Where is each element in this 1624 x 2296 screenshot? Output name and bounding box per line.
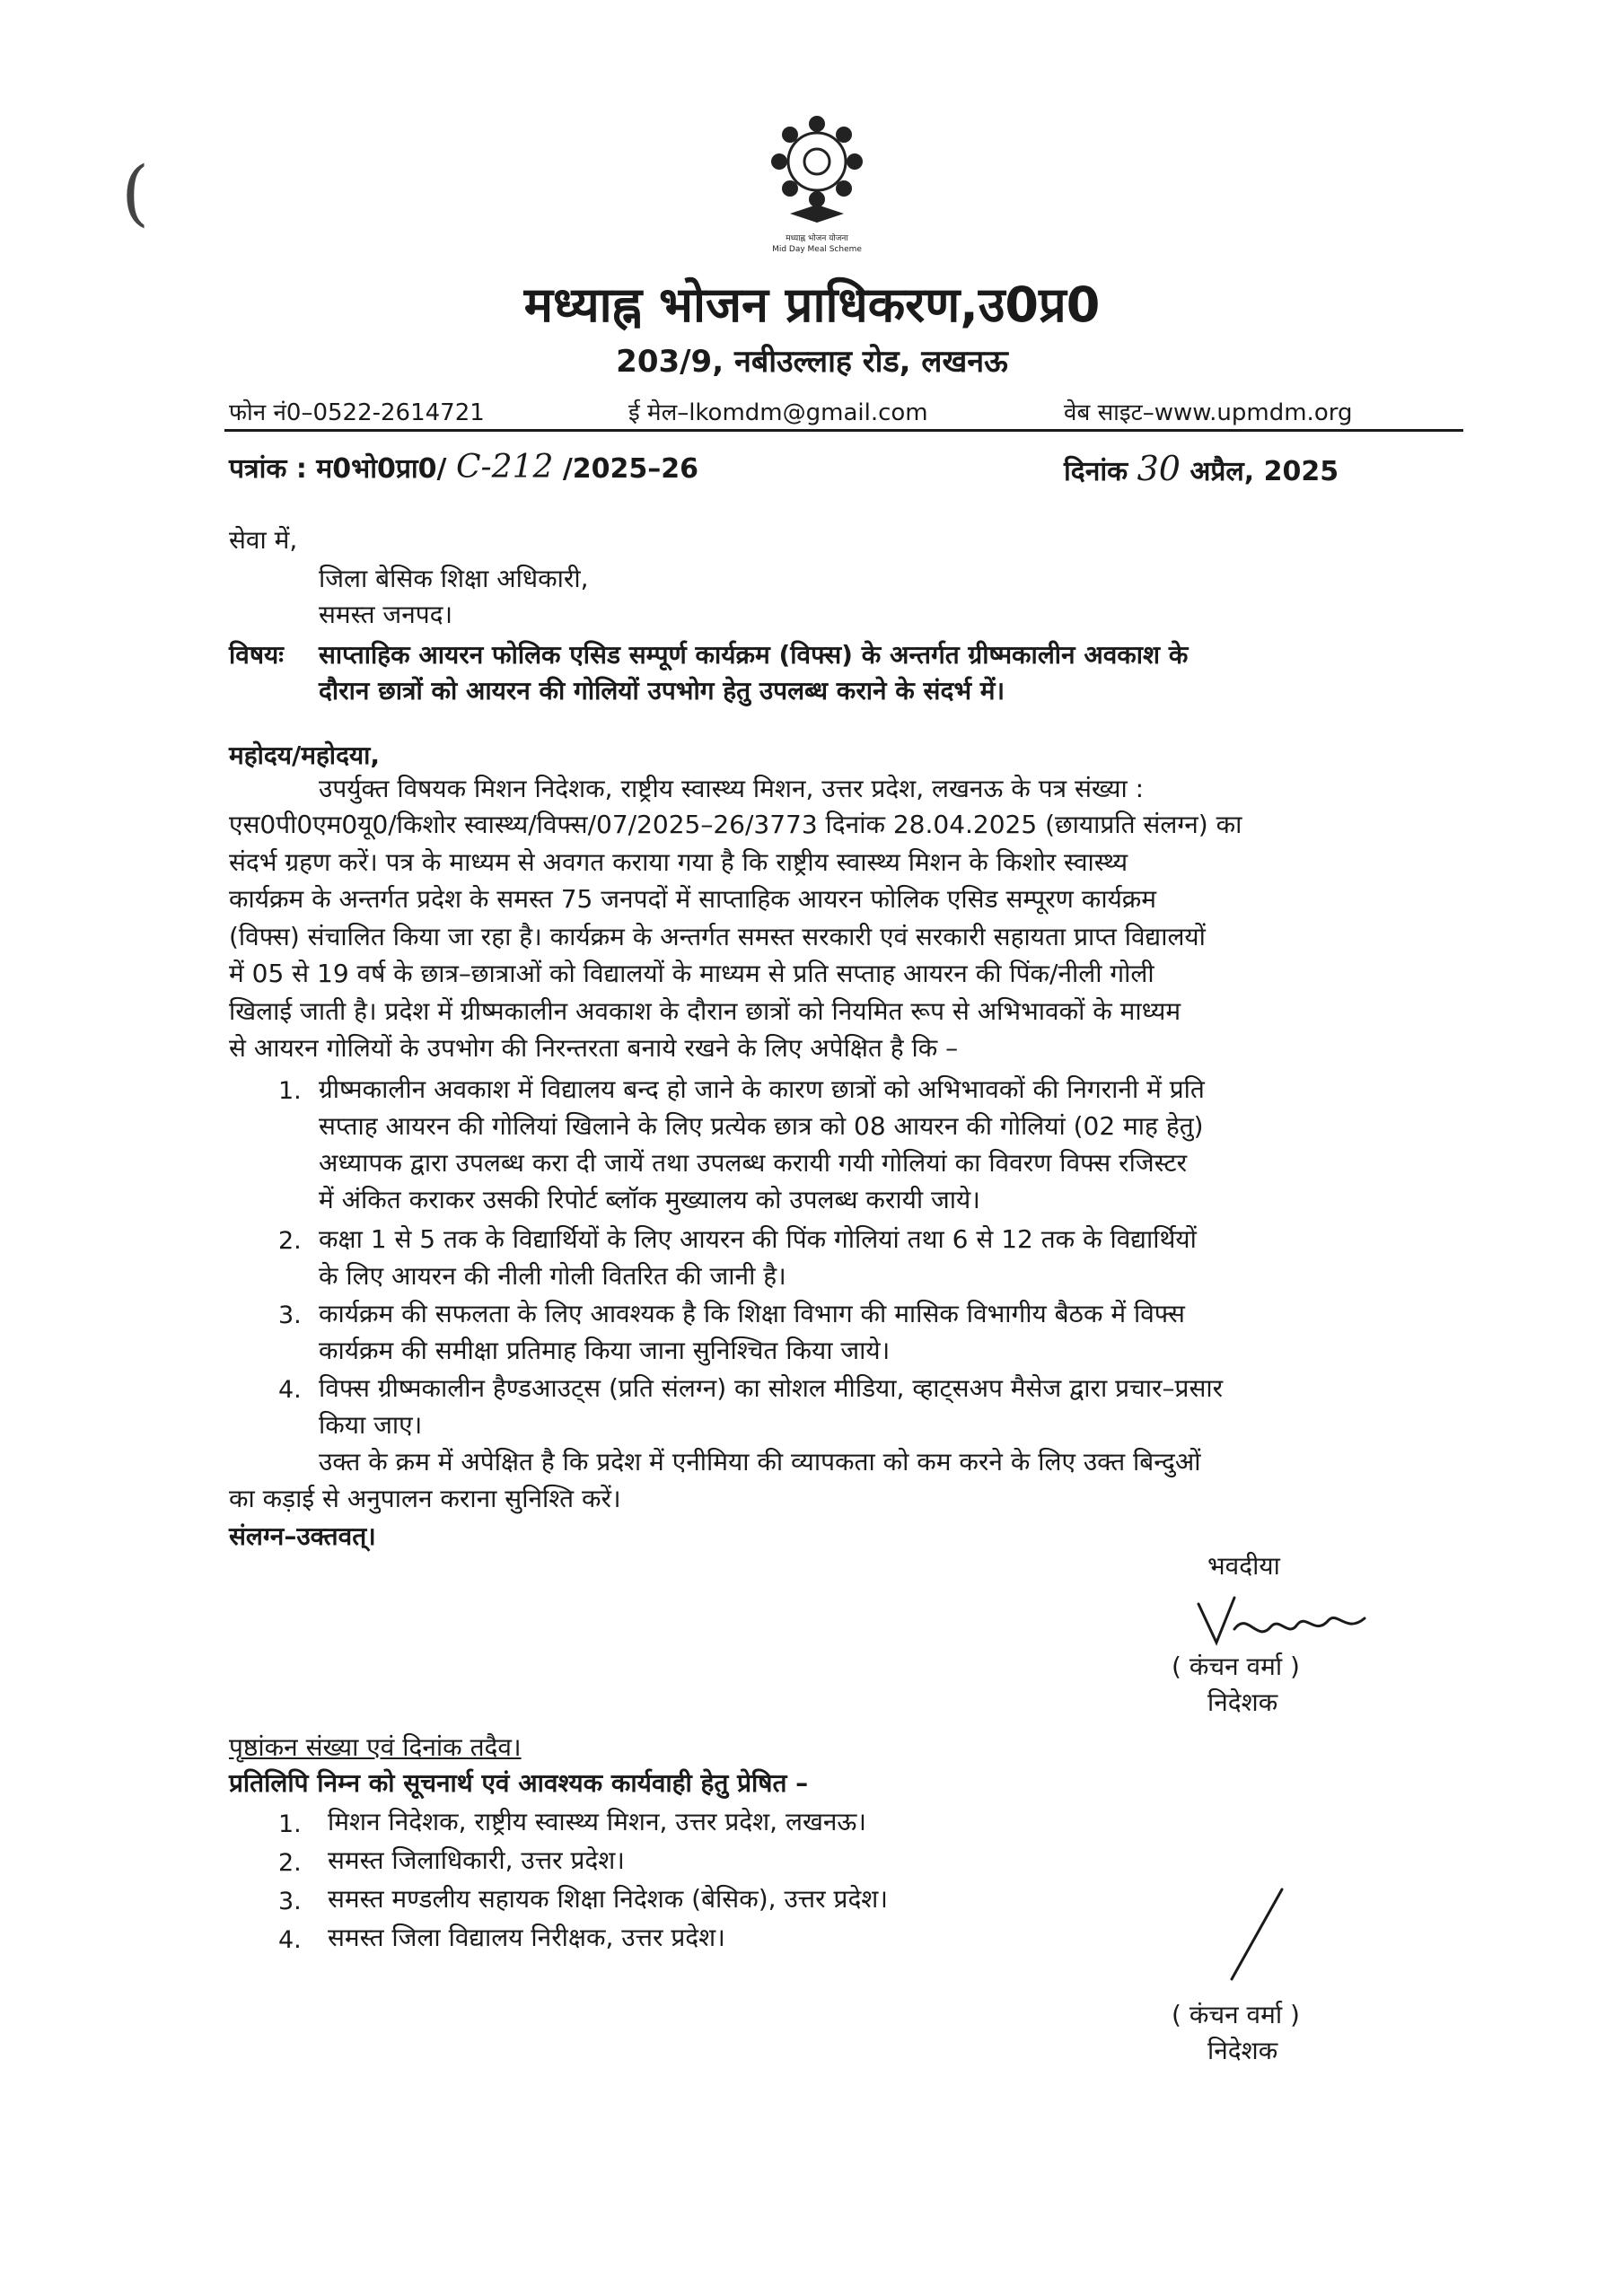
copy-number: 3. [278,1888,302,1915]
point-1-line: ग्रीष्मकालीन अवकाश में विद्यालय बन्द हो जाने के कारण छात्रों को अभिभावकों की निगरानी में प्रति [319,1074,1205,1104]
point-number: 3. [278,1301,302,1329]
email-address: ई मेल–lkomdm@gmail.com [628,399,928,426]
para1-line: खिलाई जाती है। प्रदेश में ग्रीष्मकालीन अवकाश के दौरान छात्रों को नियमित रूप से अभिभावकों के माध्यम [229,996,1181,1026]
date-suffix: अप्रैल, 2025 [1189,456,1339,487]
logo-caption-hindi: मध्याह्न भोजन योजना [786,234,848,243]
signatory-name-copy: ( कंचन वर्मा ) [1172,2000,1300,2029]
endorsement-heading: पृष्ठांकन संख्या एवं दिनांक तदैव। [229,1732,522,1762]
para1-line: एस0पी0एम0यू0/किशोर स्वास्थ्य/विफ्स/07/2025–26/3773 दिनांक 28.04.2025 (छायाप्रति संलग्न) का [229,810,1242,839]
para2-line: का कड़ाई से अनुपालन कराना सुनिश्ति करें। [229,1484,621,1513]
margin-mark: ( [121,151,150,234]
header-divider [224,429,1463,432]
copy-number: 1. [278,1810,302,1838]
copy-recipient: समस्त मण्डलीय सहायक शिक्षा निदेशक (बेसिक), उत्तर प्रदेश। [328,1884,888,1914]
para1-line: (विफ्स) संचालित किया जा रहा है। कार्यक्रम के अन्तर्गत समस्त सरकारी एवं सरकारी सहायता प्राप्त विद्यालयों [229,922,1206,951]
para1-line: में 05 से 19 वर्ष के छात्र–छात्राओं को विद्यालयों के माध्यम से प्रति सप्ताह आयरन की पिंक/नीली गोली [229,959,1154,988]
seva-mein: सेवा में, [229,525,298,555]
recipient-district: समस्त जनपद। [319,600,453,629]
copy-number: 2. [278,1849,302,1877]
signatory-name: ( कंचन वर्मा ) [1172,1652,1300,1681]
initial-stroke [1221,1885,1293,1984]
para2-line: उक्त के क्रम में अपेक्षित है कि प्रदेश में एनीमिया की व्यापकता को कम करने के लिए उक्त बिन्दुओं [319,1447,1201,1477]
endorsement-subheading: प्रतिलिपि निम्न को सूचनार्थ एवं आवश्यक कार्यवाही हेतु प्रेषित – [229,1768,809,1798]
para1-line: कार्यक्रम के अन्तर्गत प्रदेश के समस्त 75 जनपदों में साप्ताहिक आयरन फोलिक एसिड सम्पूरण कार्यक्रम [229,884,1157,914]
subject-label: विषयः [229,640,284,670]
point-4-line: किया जाए। [319,1410,423,1440]
letter-number [229,449,698,486]
point-3-line: कार्यक्रम की सफलता के लिए आवश्यक है कि शिक्षा विभाग की मासिक विभागीय बैठक में विफ्स [319,1299,1185,1328]
signatory-designation-copy: निदेशक [1207,2036,1278,2065]
point-3-line: कार्यक्रम की समीक्षा प्रतिमाह किया जाना सुनिश्चित किया जाये। [319,1336,891,1365]
point-1-line: सप्ताह आयरन की गोलियां खिलाने के लिए प्रत्येक छात्र को 08 आयरन की गोलियां (02 माह हेतु) [319,1111,1204,1141]
date-day-handwritten: 30 [1137,449,1181,488]
signatory-designation: निदेशक [1207,1687,1278,1717]
point-number: 4. [278,1376,302,1404]
point-1-line: में अंकित कराकर उसकी रिपोर्ट ब्लॉक मुख्यालय को उपलब्ध करायी जाये। [319,1185,980,1214]
authority-title: मध्याह्न भोजन प्राधिकरण,उ0प्र0 [523,276,1101,333]
website: वेब साइट–www.upmdm.org [1064,399,1353,426]
point-2-line: के लिए आयरन की नीली गोली वितरित की जानी है। [319,1261,786,1291]
salutation: महोदय/महोदया, [229,741,381,770]
letter-number-handwritten: C-212 [455,449,554,486]
point-1-line: अध्यापक द्वारा उपलब्ध करा दी जायें तथा उपलब्ध करायी गयी गोलियां का विवरण विफ्स रजिस्टर [319,1148,1188,1178]
letter-number-prefix: पत्रांक : म0भो0प्रा0/ [229,453,447,485]
point-2-line: कक्षा 1 से 5 तक के विद्यार्थियों के लिए आयरन की पिंक गोलियां तथा 6 से 12 तक के विद्यार्थियों [319,1224,1197,1254]
para1-line: से आयरन गोलियों के उपभोग की निरन्तरता बनाये रखने के लिए अपेक्षित है कि – [229,1033,959,1063]
authority-address: 203/9, नबीउल्लाह रोड, लखनऊ [616,344,1008,380]
subject-line-1: साप्ताहिक आयरन फोलिक एसिड सम्पूर्ण कार्यक्रम (विफ्स) के अन्तर्गत ग्रीष्मकालीन अवकाश के [319,640,1189,670]
date-prefix: दिनांक [1064,456,1128,487]
closing-bhavdiya: भवदीया [1207,1551,1280,1581]
letter-date [1064,449,1339,488]
logo-caption-english: Mid Day Meal Scheme [772,245,862,254]
copy-recipient: समस्त जिला विद्यालय निरीक्षक, उत्तर प्रदेश। [328,1923,725,1952]
copy-recipient: समस्त जिलाधिकारी, उत्तर प्रदेश। [328,1845,625,1875]
subject-line-2: दौरान छात्रों को आयरन की गोलियों उपभोग हेतु उपलब्ध कराने के संदर्भ में। [319,676,1005,705]
point-number: 2. [278,1227,302,1255]
enclosure-note: संलग्न–उक्तवत्। [229,1521,376,1551]
phone-number: फोन नं0–0522-2614721 [229,399,485,426]
mid-day-meal-logo [754,108,880,260]
letter-number-suffix: /2025–26 [562,453,699,485]
para1-line: उपर्युक्त विषयक मिशन निदेशक, राष्ट्रीय स्वास्थ्य मिशन, उत्तर प्रदेश, लखनऊ के पत्र संख्या : [319,774,1145,803]
copy-recipient: मिशन निदेशक, राष्ट्रीय स्वास्थ्य मिशन, उत्तर प्रदेश, लखनऊ। [328,1807,867,1836]
point-4-line: विफ्स ग्रीष्मकालीन हैण्डआउट्स (प्रति संलग्न) का सोशल मीडिया, व्हाट्सअप मैसेज द्वारा प्रचार–प्रसार [319,1373,1224,1403]
recipient-designation: जिला बेसिक शिक्षा अधिकारी, [319,564,589,593]
logo-emblem-icon [754,108,880,233]
point-number: 1. [278,1077,302,1105]
para1-line: संदर्भ ग्रहण करें। पत्र के माध्यम से अवगत कराया गया है कि राष्ट्रीय स्वास्थ्य मिशन के किशोर स्वास्थ्य [229,847,1128,877]
copy-number: 4. [278,1926,302,1954]
